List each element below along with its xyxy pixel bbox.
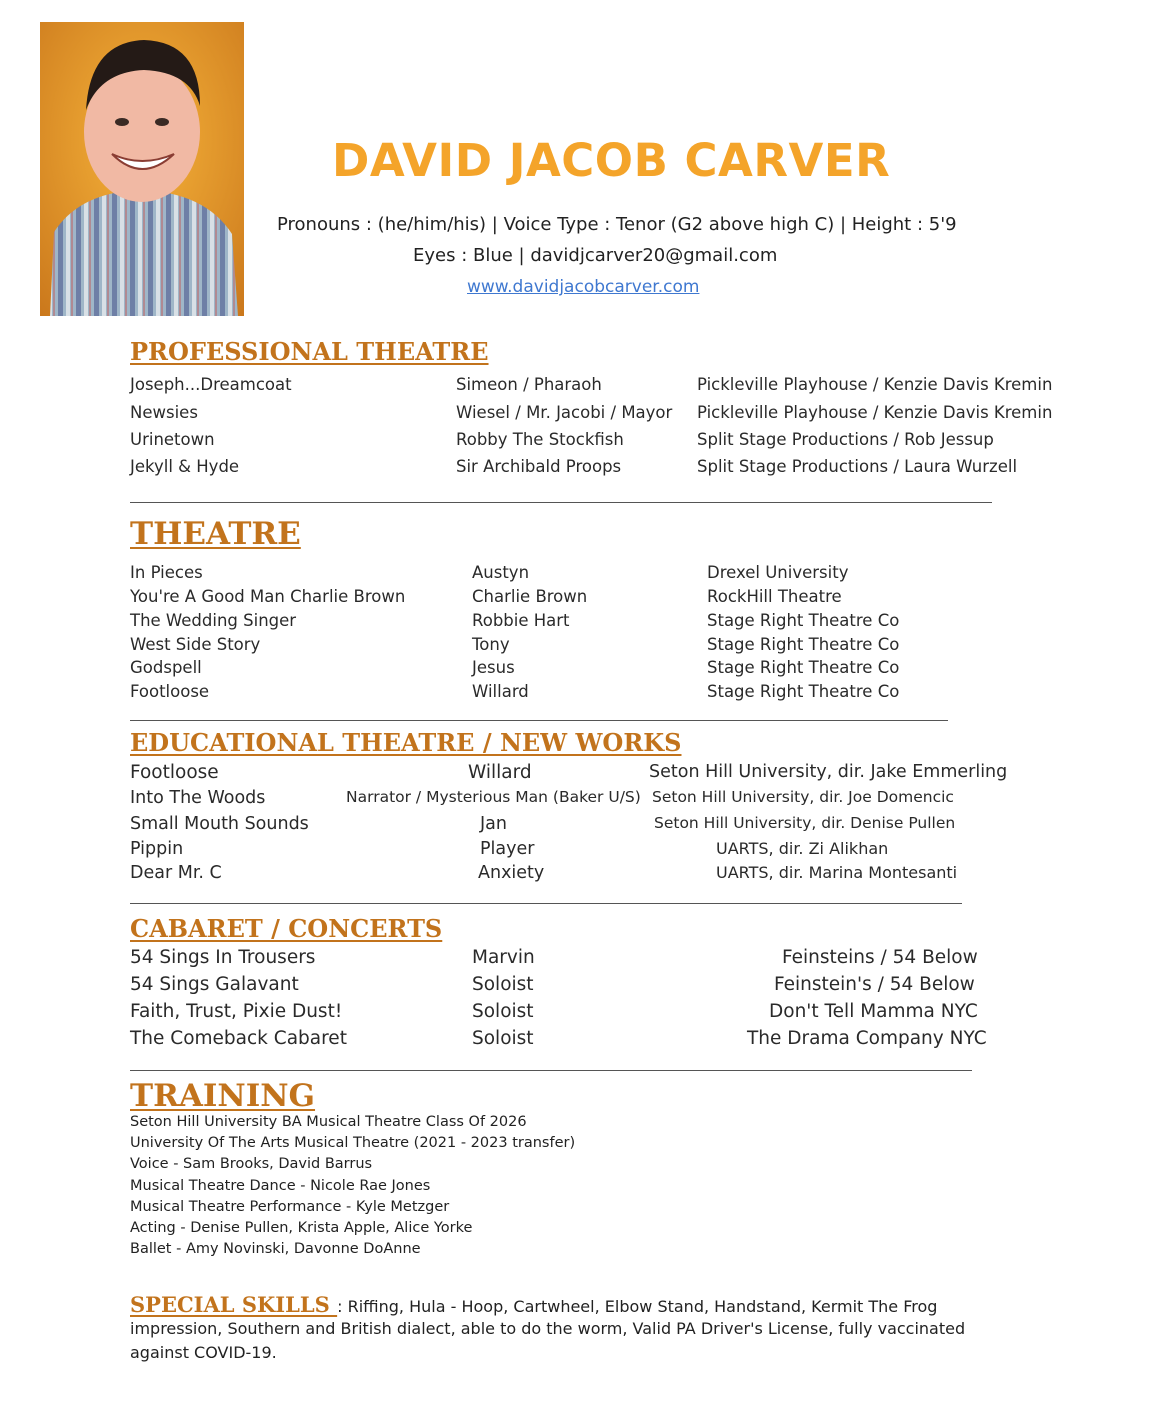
credit-show: Into The Woods: [130, 788, 266, 808]
training-item: Ballet - Amy Novinski, Davonne DoAnne: [130, 1241, 421, 1258]
training-item: Voice - Sam Brooks, David Barrus: [130, 1156, 373, 1173]
divider: [130, 903, 962, 904]
credit-role: Soloist: [472, 974, 534, 995]
special-skills-line-3: against COVID-19.: [130, 1343, 277, 1362]
credit-venue: Seton Hill University, dir. Jake Emmerling: [649, 762, 1008, 782]
credit-venue: UARTS, dir. Zi Alikhan: [716, 839, 889, 858]
credit-role: Narrator / Mysterious Man (Baker U/S): [346, 788, 641, 806]
credit-show: You're A Good Man Charlie Brown: [130, 587, 406, 606]
credit-show: Jekyll & Hyde: [130, 457, 240, 476]
training-item: Seton Hill University BA Musical Theatre Class Of 2026: [130, 1114, 527, 1130]
credit-venue: RockHill Theatre: [707, 587, 842, 606]
divider: [130, 1070, 972, 1071]
credit-show: Dear Mr. C: [130, 863, 222, 883]
credit-show: Pippin: [130, 839, 184, 859]
training-item: Musical Theatre Performance - Kyle Metzger: [130, 1198, 450, 1215]
credit-venue: Feinstein's / 54 Below: [774, 974, 975, 995]
candidate-name: DAVID JACOB CARVER: [332, 134, 891, 187]
credit-role: Jesus: [472, 658, 515, 677]
credit-role: Sir Archibald Proops: [456, 457, 622, 476]
credit-venue: Pickleville Playhouse / Kenzie Davis Kremin: [697, 403, 1053, 422]
professional-theatre-heading: PROFESSIONAL THEATRE: [130, 337, 489, 366]
training-heading: TRAINING: [130, 1078, 316, 1114]
credit-show: Footloose: [130, 682, 210, 701]
credit-role: Willard: [472, 682, 529, 701]
credit-show: West Side Story: [130, 635, 261, 654]
training-item: University Of The Arts Musical Theatre (2021 - 2023 transfer): [130, 1135, 576, 1152]
credit-show: Faith, Trust, Pixie Dust!: [130, 1001, 343, 1022]
credit-role: Simeon / Pharaoh: [456, 375, 602, 394]
special-skills-line-1: [130, 1292, 937, 1317]
divider: [130, 502, 992, 503]
credit-venue: Feinsteins / 54 Below: [782, 947, 978, 968]
educational-theatre-heading: EDUCATIONAL THEATRE / NEW WORKS: [130, 728, 682, 757]
training-item: Acting - Denise Pullen, Krista Apple, Alice Yorke: [130, 1220, 473, 1236]
credit-venue: Stage Right Theatre Co: [707, 611, 900, 630]
credit-show: Urinetown: [130, 430, 215, 449]
credit-role: Marvin: [472, 947, 535, 968]
divider: [130, 720, 948, 721]
credit-role: Robbie Hart: [472, 611, 570, 630]
credit-role: Soloist: [472, 1028, 534, 1049]
credit-role: Austyn: [472, 563, 530, 582]
credit-role: Soloist: [472, 1001, 534, 1022]
credit-show: 54 Sings Galavant: [130, 974, 299, 995]
credit-venue: Stage Right Theatre Co: [707, 658, 900, 677]
credit-venue: Seton Hill University, dir. Joe Domencic: [652, 788, 954, 806]
theatre-heading: THEATRE: [130, 516, 301, 552]
credit-venue: Stage Right Theatre Co: [707, 635, 900, 654]
credit-role: Tony: [472, 635, 510, 654]
contact-line-2: Eyes : Blue | davidjcarver20@gmail.com: [413, 245, 778, 266]
credit-venue: Split Stage Productions / Rob Jessup: [697, 430, 994, 449]
credit-show: Footloose: [130, 762, 219, 783]
website-link[interactable]: www.davidjacobcarver.com: [467, 277, 700, 297]
training-item: Musical Theatre Dance - Nicole Rae Jones: [130, 1177, 431, 1194]
credit-venue: Pickleville Playhouse / Kenzie Davis Kremin: [697, 375, 1053, 394]
credit-show: Newsies: [130, 403, 198, 422]
credit-venue: Drexel University: [707, 563, 849, 582]
special-skills-heading: SPECIAL SKILLS: [130, 1292, 338, 1317]
credit-venue: Don't Tell Mamma NYC: [769, 1001, 978, 1022]
credit-show: Joseph...Dreamcoat: [130, 375, 292, 394]
credit-venue: UARTS, dir. Marina Montesanti: [716, 863, 958, 882]
credit-show: In Pieces: [130, 563, 203, 582]
credit-venue: Split Stage Productions / Laura Wurzell: [697, 457, 1018, 476]
credit-show: Godspell: [130, 658, 202, 677]
credit-role: Robby The Stockfish: [456, 430, 624, 449]
special-skills-text-1: : Riffing, Hula - Hoop, Cartwheel, Elbow Stand, Handstand, Kermit The Frog: [337, 1297, 938, 1316]
contact-line-1: Pronouns : (he/him/his) | Voice Type : Tenor (G2 above high C) | Height : 5'9: [277, 214, 957, 235]
credit-venue: Seton Hill University, dir. Denise Pullen: [654, 814, 956, 832]
credit-role: Player: [480, 839, 535, 859]
credit-show: The Comeback Cabaret: [130, 1028, 347, 1049]
credit-role: Willard: [468, 762, 532, 783]
cabaret-heading: CABARET / CONCERTS: [130, 914, 443, 943]
credit-role: Jan: [480, 814, 507, 834]
credit-show: 54 Sings In Trousers: [130, 947, 316, 968]
credit-role: Wiesel / Mr. Jacobi / Mayor: [456, 403, 673, 422]
headshot-photo: [40, 22, 244, 316]
credit-role: Charlie Brown: [472, 587, 588, 606]
credit-role: Anxiety: [478, 863, 545, 883]
credit-show: The Wedding Singer: [130, 611, 297, 630]
credit-show: Small Mouth Sounds: [130, 814, 309, 834]
credit-venue: Stage Right Theatre Co: [707, 682, 900, 701]
credit-venue: The Drama Company NYC: [747, 1028, 987, 1049]
special-skills-line-2: impression, Southern and British dialect, able to do the worm, Valid PA Driver's License, fully vaccinated: [130, 1319, 966, 1338]
